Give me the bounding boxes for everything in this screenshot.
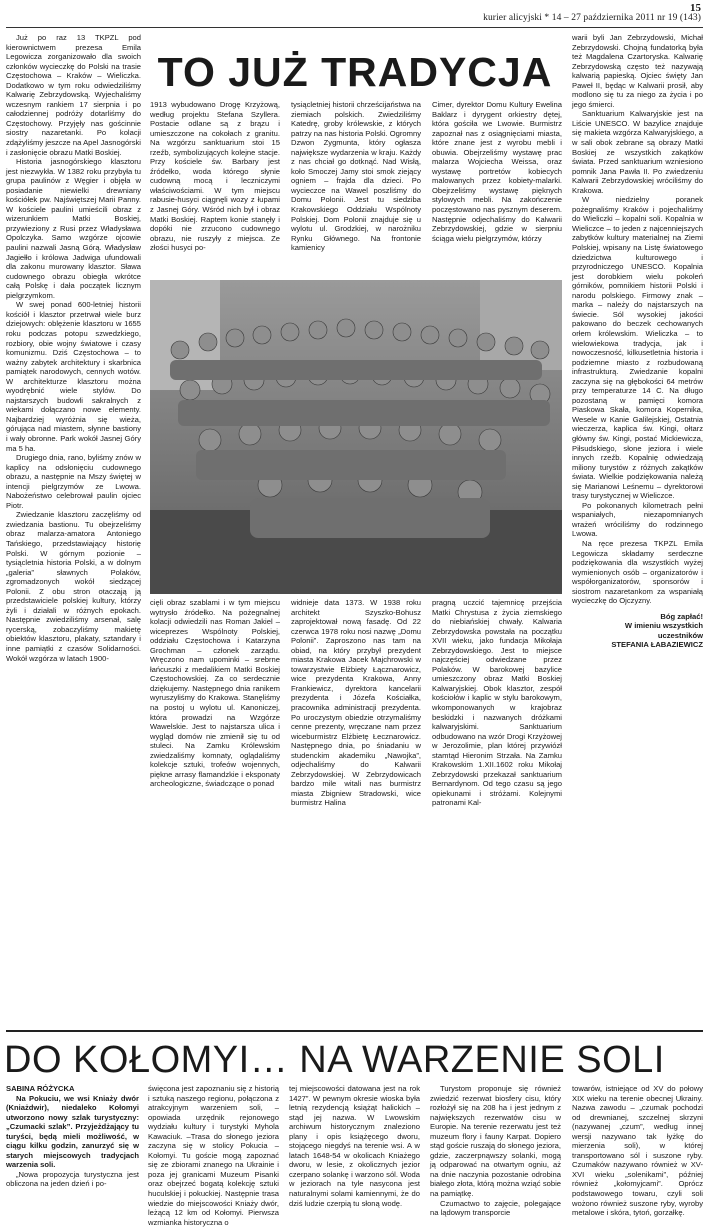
paragraph: Cimer, dyrektor Domu Kultury Ewelina Baklarz i dyrygent orkiestry dętej, która gościła we Lwowie. Burmistrz zapoznał nas z osiągnięciami miasta, które znane jest z wyrobu mebli i obuwia. Obejrzeliśmy wystawę prac malarza Wojciecha Weissa, oraz wystawę portretów kobiecych malowanych przez kobiety-malarki. Obejrzeliśmy wystawę pięknych stylowych mebli. Na zakończenie poczęstowano nas pysznym deserem. Następnie odjechaliśmy do Kalwarii Zebrzydowskiej, gdzie w sierpniu ściąga wielu pielgrzymów, którzy (432, 100, 562, 243)
paragraph: pragną uczcić tajemnicę przejścia Matki Chrystusa z życia ziemskiego do niebiańskiej chwały. Kalwaria Zebrzydowska powstała na początku XVII wieku, jako fundacja Mikołaja Zebrzydowskiego. Jest to miejsce najczęściej odwiedzane przez Polaków. W barokowej bazylice umieszczony obraz Matki Boskiej Kalwaryjskiej. Obok klasztor, zespół kościołów i kaplic w stylu barokowym, wkomponowanych w krajobraz beskidzki i nazwanych dróżkami kalwaryjskimi. Sanktuarium odbudowano na wzór Drogi Krzyżowej w Jerozolimie, plan której przywiózł stamtąd Hieronim Strzała. Na Zamku Krakowskim 1.XII.1602 roku Mikołaj Zebrzydowski przekazał sanktuarium Bernardynom. Od tego czasu są jego opiekunami i stróżami. Kolejnymi patronami Kal- (432, 598, 562, 808)
article-column-4-bottom (432, 598, 562, 1020)
paragraph: widnieje data 1373. W 1938 roku architekt Szyszko-Bohusz zaprojektował nową fasadę. Od 22 czerwca 1978 roku nosi nazwę „Domu Polonii”. Zaproszono nas tam na obiad, na który przybył prezydent miasta Krakowa Jacek Majchrowski w towarzystwie Elżbiety Łącznarowicz, wice prezydenta Krakowa, Anny Frankiewicz, dyrektora kancelarii prezydenta i Józefa Kościałka, pracownika administracji prezydenta. Po uroczystym obiedzie otrzymaliśmy cenne prezenty, wręczane nam przez wiceburmistrz Elżbietę Łecznarowicz. Następnego dnia, po śniadaniu w studenckim akademiku „Nawojka”, odjechaliśmy do Kalwarii Zebrzydowskiej. W Zebrzydowicach bardzo mile witali nas burmistrz miasta Zbigniew Stradowski, wice burmistrz Halina (291, 598, 421, 808)
paragraph: 1913 wybudowano Drogę Krzyżową, według projektu Stefana Szyllera. Postacie odlane są z brązu i umieszczone na cokołach z granitu. Na wzgórzu sanktuarium stoi 15 rzeźb, symbolizujących kolejne stacje. Przy kościele św. Barbary jest źródełko, woda którego słynie cudowną mocą i leczniczymi właściwościami. W tym miejscu rabusie-husyci ciągnęli wozy z łupami z Jasnej Góry. Wśród nich był i obraz Matki Boskiej. Raptem konie stanęły i dopóki nie zrzucono cudownego obrazu, nie ruszyły z miejsca. Ze złości husyci po- (150, 100, 280, 253)
paragraph: Turystom proponuje się również zwiedzić rezerwat biosfery cisu, który rozłożył się na 208 ha i jest jednym z największych rezerwatów cisu w Europie. Na terenie rezerwatu jest też muzeum flory i fauny Karpat. Dopiero stąd goście ruszają do słonego jeziora, gdzie, zaczerpnąwszy solanki, mogą ją odparować na otwartym ogniu, aż na dnie naczynia pozostanie odrobina białego złota, którą można wziąć sobie na pamiątkę. (430, 1084, 561, 1199)
paragraph: W niedzielny poranek pożegnaliśmy Kraków i pojechaliśmy do Wieliczki – kopalni soli. Kopalnia w Wieliczce – to jeden z najcenniejszych zabytków kultury materialnej na Ziemi Polskiej, wpisany na Listę światowego dziedzictwa kulturowego i przyrodniczego UNESCO. Kopalnia jest dorobkiem wielu pokoleń górników, pomnikiem historii Polski i narodu polskiego. Firmowy znak – marka – należy do najstarszych na świecie. Sól wysokiej jakości pakowano do beczek cechowanych orłem królewskim. Wieliczka – to wielowiekowa tradycja, jak i nowoczesność, kilkusetletnia historia i podziemne miasto z rozbudowaną infrastrukturą. Zwiedzanie kopalni zaczyna się na głębokości 64 metrów przy temperaturze 14 C. Na długo pozostaną w pamięci komora Piaskowa Skała, komora Kopernika, Wesele w Kanie Galilejskiej, Ostatnia wieczerza, kaplica św. Kingi, ołtarz główny św. Kingi, postać Mickiewicza, Piłsudskiego, słone jeziora i wiele innych rzeźb. Kopalnię odwiedzają miliony turystów z różnych zakątków świata. Wielkie podziękowania należą się Marianowi Leśnemu – dyrektorowi trasy turystycznej w Wieliczce. (572, 195, 703, 501)
paragraph: Po pokonanych kilometrach pełni wspaniałych, niezapomnianych wrażeń wróciliśmy do rodzinnego Lwowa. (572, 500, 703, 539)
article-column-4-top (432, 100, 562, 276)
section-divider (6, 1030, 703, 1032)
article-column-3-top (291, 100, 421, 276)
article-column-3-bottom (291, 598, 421, 1020)
article-column-2-top (150, 100, 280, 276)
byline: SABINA RÓŻYCKA (6, 1084, 75, 1093)
signature-line: Bóg zapłać! (660, 611, 703, 621)
group-photo-illustration (150, 280, 562, 594)
paragraph: Historia jasnogórskiego klasztoru jest niezwykła. W 1382 roku przybyła tu grupa paulinów z Węgier i objęła w posiadanie niewielki drewniany kościółek pw. Najświętszej Marii Panny. W kościele paulini umieścili obraz z wizerunkiem Matki Boskiej, przywieziony z Rusi przez Władysława Opolczyka. Samo wzgórze ojcowie paulini nazwali Jasną Górą. Władysław Jagiełło i królowa Jadwiga ufundowali dla zakonu murowany klasztor. Sława cudownego obrazu obiegła wkrótce całą Polskę i dała początek licznym pielgrzymkom. (6, 157, 141, 300)
paragraph: tysiącletniej historii chrześcijaństwa na ziemiach polskich. Zwiedziliśmy Katedrę, groby królewskie, z których patrzy na nas historia Polski. Ogromny Dzwon Zygmunta, który ogłasza największe wydarzenia w kraju. Każdy z nas chciał go dotknąć. Nad Wisłą, koło Smoczej Jamy stoi smok ziejący ogniem – frajda dla dzieci. Po wycieczce na Wawel poszliśmy do Domu Polonii. Jest tu siedziba Krakowskiego Oddziału Wspólnoty Polskiej. Dom Polonii znajduje się u wylotu ul. Grodzkiej, w narożniku Rynku Głównego. Na frontonie kamienicy (291, 100, 421, 253)
running-head: kurier alicyjski * 14 – 27 października 2011 nr 19 (143) (483, 13, 701, 23)
signature-line: W imieniu wszystkich (624, 621, 703, 631)
article-column-1 (6, 33, 141, 1018)
page-number: 15 (690, 2, 701, 14)
article-2-column-2 (148, 1084, 279, 1227)
lead: Na Pokuciu, we wsi Kniaży dwór (Kniażdwir), niedaleko Kołomyi utworzono nowy szlak turystyczny: „Czumacki szlak”. Przyjeżdżający tu turyści, będą mieli możliwość, w ciągu kilku godzin, zanurzyć się w starych miejscowych tradycjach warzenia soli. (6, 1093, 139, 1170)
article-2-title: DO KOŁOMYI… NA WARZENIE SOLI (4, 1039, 665, 1081)
article-column-5 (572, 33, 703, 1023)
paragraph: „Nowa propozycja turystyczna jest obliczona na jeden dzień i po- (6, 1169, 139, 1189)
paragraph: Zwiedzanie klasztoru zaczęliśmy od zwiedzania bastionu. Tu obejrzeliśmy obraz malarza-amatora Antoniego Tańskiego, przedstawiający historię Polski. W górnym pozionie – tysiącletnia historia Polski, a w dolnym „galeria” sławnych Polaków, zgromadzonych wokół siedzącej Polonii. Z obu stron otaczają ją przedstawiciele polskiej kultury, którzy żyli i działali w różnych epokach. Następnie zwiedziliśmy arsenał, salę rycerską, zobaczyliśmy makietę obiektów klasztoru, plakaty, sztandary i inne pamiątki z czasów Solidarności. Wokół wzgórza w latach 1900- (6, 510, 141, 663)
group-photo (150, 280, 562, 594)
paragraph: W swej ponad 600-letniej historii kościół i klasztor przetrwał wiele burz dziejowych: oblężenie klasztoru w 1655 roku podczas potopu szwedzkiego, rozbiory, obie wojny światowe i czasy komunizmu. Dziś Częstochowa – to ważny zabytek architektury i skarbnica pamiątek narodowych, cennych wotów. W architekturze klasztoru można wyodrębnić wiele stylów. Do najstarszych budowli sakralnych z wiekami dołączano nowe elementy. Najbardziej wyróżnia się wieża, górująca nad miastem, słynne bastiony i wały obronne. Park wokół Jasnej Góry ma 5 ha. (6, 300, 141, 453)
paragraph: Czumactwo to zajęcie, polegające na lądowym transporcie (430, 1198, 561, 1218)
article-2-column-3 (289, 1084, 420, 1208)
paragraph: tej miejscowości datowana jest na rok 1427”. W pewnym okresie wioska była letnią rezydencją książąt halickich – stąd jej nazwa. W Lwowskim archiwum historycznym znaleziono plany i opis książęcego dworu, stojącego niegdyś na terenie wsi. A w latach 1648-54 w okolicach Kniażego dworu, w lesie, z okolicznych jezior czerpano solankę i warzono sól. Woda w jeziorach na tyle nasycona jest naturalnymi solami kamiennymi, że do dziś ludzie czerpią tu słoną wodę. (289, 1084, 420, 1208)
signature-line: uczestników (657, 630, 703, 640)
article-column-2-bottom (150, 598, 280, 1020)
article-2-column-4 (430, 1084, 561, 1218)
paragraph: święcona jest zapoznaniu się z historią i sztuką naszego regionu, połączona z atrakcyjnym warzeniem soli, – opowiada urzędnik rejonowego wydziału kultury i turystyki Myhola Kawaciuk. –Trasa do słonego jeziora zaczyna się w stolicy Pokucia – Kołomyi. Tu goście mogą zapoznać się ze zbiorami znanego na Ukrainie i poza jej granicami Muzeum Pisanki oraz obejrzeć bogatą kolekcję sztuki huculskiej i pokuckiej. Następnie trasa wiedzie do miejscowości Kniaży dwór, leżącą 12 km od Kołomyi. Pierwsza wzmianka historyczna o (148, 1084, 279, 1227)
paragraph: warii byli Jan Zebrzydowski, Michał Zebrzydowski. Chojną fundatorką była też Magdalena Czartoryska. Kalwarię Zebrzydowską często też nazywają kalwarią papieską. Ojciec święty Jan Paweł II, będąc w Kalwarii prosił, aby modlono się tu za niego za życia i po jego śmierci. (572, 33, 703, 109)
paragraph: Drugiego dnia, rano, byliśmy znów w kaplicy na odsłonięciu cudownego obrazu, a następnie na Mszy świętej w intencji pielgrzymów ze Lwowa. Nabożeństwo celebrował paulin ojciec Piotr. (6, 453, 141, 510)
paragraph: Sanktuarium Kalwaryjskie jest na Liście UNESCO. W bazylice znajduje się makieta wzgórza Kalwaryjskiego, a w sali obok zebrane są obrazy Matki Boskiej ze wszystkich zakątków świata. Przed sanktuarium wzniesiono pomnik Jana Pawła II. Po zwiedzeniu Kalwarii Zebrzydowskiej wróciliśmy do Krakowa. (572, 109, 703, 195)
article-2-column-5 (572, 1084, 703, 1218)
article-2-column-1 (6, 1084, 139, 1189)
header-rule (6, 27, 703, 28)
paragraph: towarów, istniejące od XV do połowy XIX wieku na terenie obecnej Ukrainy. Nazwa zawodu – „czumak pochodzi od drewnianej, szczelnej skrzyni (nazywanej „czum”, według innej wersji nazywano tak łyżkę do mierzenia soli), w której transportowano sól i suszone ryby. Czumaków nazywano również w XV-XVI wieku „solenikami”, później również „kołomyjcami”. Oprócz podstawowego towaru, czyli soli wożono również suszone ryby, wyroby metalowe i skóra, tytoń, gorzałkę. (572, 1084, 703, 1218)
signature (572, 612, 703, 650)
paragraph: Na ręce prezesa TKPZL Emila Legowicza składamy serdeczne podziękowania dla wszystkich wyżej wymienionych osób – organizatorów i współorganizatorów, sponsorów i siostrom nazaretankom za wspaniałą wycieczkę do Ojczyzny. (572, 538, 703, 606)
paragraph: Już po raz 13 TKPZL pod kierownictwem prezesa Emila Legowicza zorganizowało dla swoich członków wycieczkę do Polski na trasie Częstochowa – Kraków – Wieliczka. Dodatkowo w tym roku odwiedziliśmy Kalwarię Zebrzydowską. Wyjechaliśmy wczesnym rankiem 17 sierpnia i po całodziennej podróży dotarliśmy do Częstochowy. Przyjęły nas gościnnie siostry nazaretanki. Po kolacji zdążyliśmy jeszcze na Apel Jasnogórski i zasłonięcie obrazu Matki Boskiej. (6, 33, 141, 157)
article-title: TO JUŻ TRADYCJA (157, 49, 553, 95)
signature-author: STEFANIA ŁABAZIEWICZ (611, 640, 703, 650)
paragraph: cięli obraz szablami i w tym miejscu wytrysło źródełko. Na pożegnalnej kolacji odwiedzili nas Roman Jakiel – wiceprezes Wspólnoty Polskiej, oddziału Częstochowa i Katarzyna Grochman – członek zarządu. Wręczono nam upominki – srebrne łańcuszki z medalikiem Matki Boskiej Częstochowskiej. Za co serdecznie dziękujemy. Następnego dnia ranikem wyruszyliśmy do Krakowa. Stanęliśmy na postoj u wylotu ul. Kanoniczej, która prowadzi na Wzgórze Wawelskie. Jest to najstarsza ulica i wygląd domów nie zmienił się tu od stuleci. Na Zamku Królewskim zwiedzaliśmy komnaty, oglądaliśmy kolekcje sztuki, trofeów wojennych, piękne arrasy flamandzkie i eksponaty archeologiczne, świadczące o ponad (150, 598, 280, 789)
